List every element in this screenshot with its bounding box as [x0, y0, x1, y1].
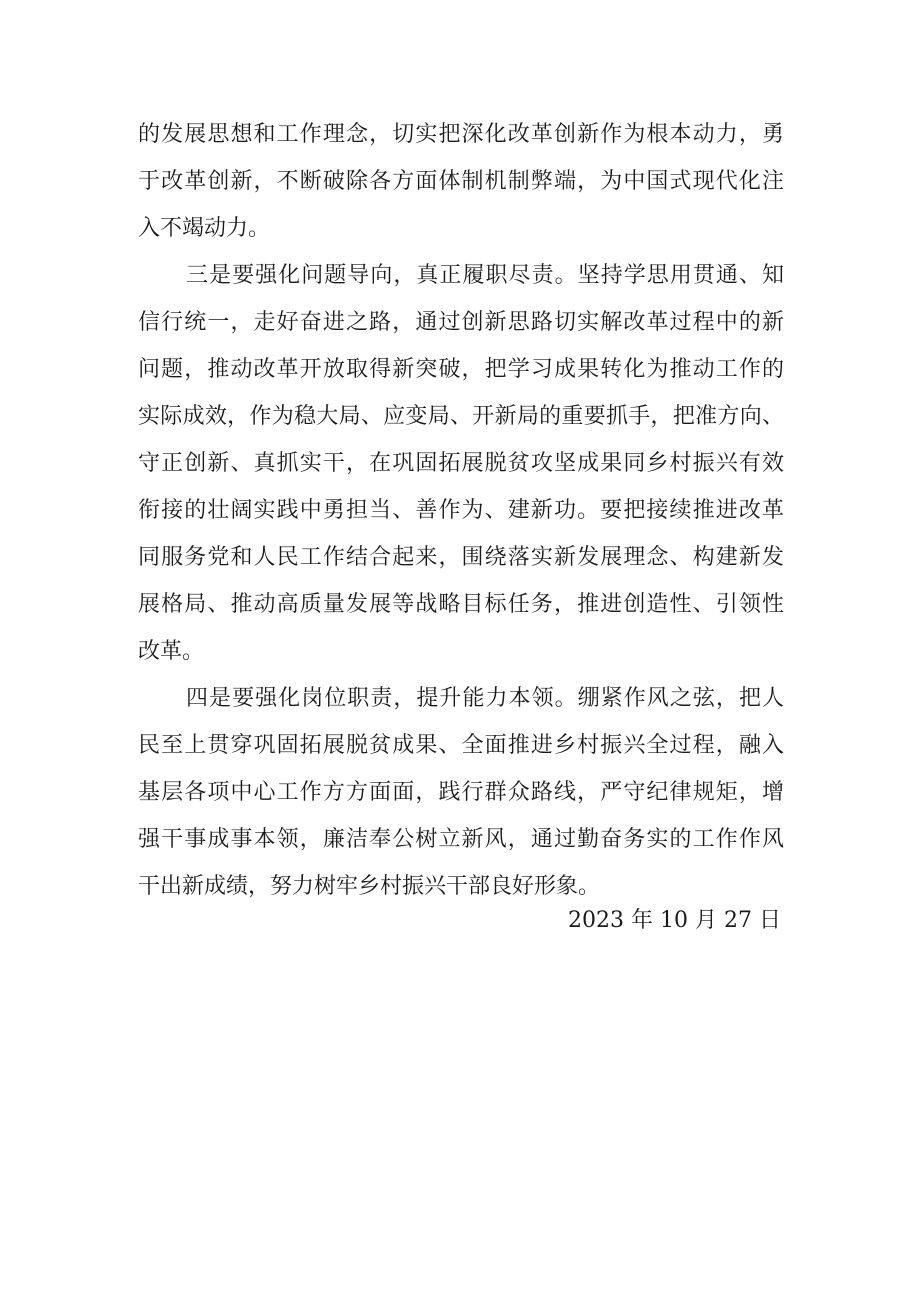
paragraph-line: 展格局、推动高质量发展等战略目标任务，推进创造性、引领性	[138, 592, 784, 617]
paragraph-line: 四是要强化岗位职责，提升能力本领。绷紧作风之弦，把人	[186, 686, 784, 711]
paragraph-line: 干出新成绩，努力树牢乡村振兴干部良好形象。	[138, 874, 601, 899]
paragraph-line: 的发展思想和工作理念，切实把深化改革创新作为根本动力，勇	[138, 122, 784, 147]
paragraph-1	[138, 111, 784, 252]
paragraph-3	[138, 675, 784, 910]
paragraph-line: 实际成效，作为稳大局、应变局、开新局的重要抓手，把准方向、	[138, 404, 784, 429]
paragraph-2	[138, 252, 784, 675]
paragraph-line: 改革。	[138, 639, 205, 664]
paragraph-line: 基层各项中心工作方方面面，践行群众路线，严守纪律规矩，增	[138, 780, 784, 805]
paragraph-line: 信行统一，走好奋进之路，通过创新思路切实解改革过程中的新	[138, 310, 784, 335]
paragraph-line: 三是要强化问题导向，真正履职尽责。坚持学思用贯通、知	[186, 263, 784, 288]
paragraph-line: 问题，推动改革开放取得新突破，把学习成果转化为推动工作的	[138, 357, 784, 382]
document-date: 2023 年 10 月 27 日	[568, 908, 781, 933]
paragraph-line: 强干事成事本领，廉洁奉公树立新风，通过勤奋务实的工作作风	[138, 827, 784, 852]
paragraph-line: 守正创新、真抓实干，在巩固拓展脱贫攻坚成果同乡村振兴有效	[138, 451, 784, 476]
document-body	[138, 111, 784, 910]
paragraph-line: 民至上贯穿巩固拓展脱贫成果、全面推进乡村振兴全过程，融入	[138, 733, 784, 758]
paragraph-line: 于改革创新，不断破除各方面体制机制弊端，为中国式现代化注	[138, 169, 784, 194]
paragraph-line: 衔接的壮阔实践中勇担当、善作为、建新功。要把接续推进改革	[138, 498, 784, 523]
paragraph-line: 入不竭动力。	[138, 216, 271, 241]
paragraph-line: 同服务党和人民工作结合起来，围绕落实新发展理念、构建新发	[138, 545, 784, 570]
